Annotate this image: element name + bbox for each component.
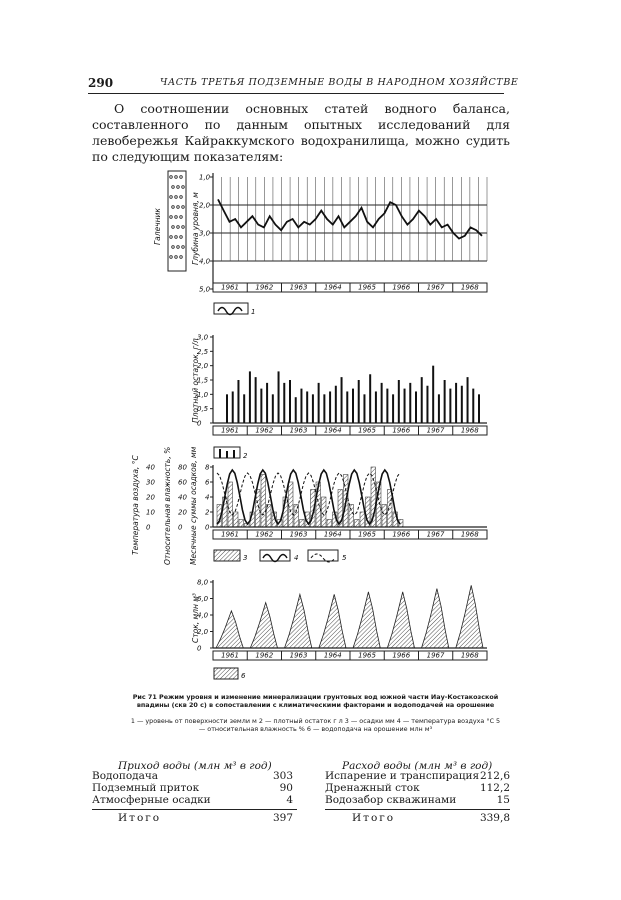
- irrigation-area: [250, 603, 277, 648]
- panel-3-y-ticks: [146, 464, 213, 532]
- year-label: 1965: [358, 651, 376, 660]
- income-total-label: Итого: [118, 812, 162, 824]
- year-label: 1963: [289, 283, 308, 292]
- panel-3-y-label-humidity: Относительная влажность, %: [163, 446, 172, 565]
- outcome-header: Расход воды (млн м³ в год): [342, 760, 493, 772]
- intro-text: О соотношении основных статей водного баланса, составленного по данным опытных исследований для левобережья Кайраккумского водохранилища, можно судить по следующим показателям:: [92, 101, 510, 164]
- figure-caption-legend: 1 — уровень от поверхности земли м 2 — плотный остаток г л 3 — осадки мм 4 — температура воздуха °С 5 — относительная влажность % 6 — водоподача на орошение млн м³: [130, 717, 501, 733]
- year-label: 1968: [460, 530, 479, 539]
- y-tick-label: 1,0: [199, 173, 211, 182]
- year-label: 1964: [323, 283, 342, 292]
- income-row-label: Атмосферные осадки: [92, 794, 211, 806]
- figure: [110, 165, 500, 690]
- panel-4-irrigation: [191, 579, 487, 681]
- y-tick-label: 6,0: [197, 595, 209, 603]
- y-tick-label: 4,0: [197, 611, 209, 620]
- y-tick-label: 3,0: [199, 229, 211, 238]
- precipitation-bar: [360, 512, 365, 527]
- legend-6-num: 6: [241, 672, 246, 680]
- year-label: 1967: [426, 651, 445, 660]
- outcome-row-label: Испарение и транспирация: [325, 770, 480, 782]
- panel-4-year-axis: [213, 651, 487, 660]
- y-tick-label: 0: [205, 523, 210, 532]
- outcome-row-value: 112,2: [479, 782, 510, 794]
- outcome-total-value: 339,8: [479, 812, 510, 824]
- outcome-total-label: Итого: [352, 812, 396, 824]
- year-label: 1963: [289, 651, 308, 660]
- legend-1-num: 1: [251, 308, 256, 316]
- precipitation-bar: [261, 475, 266, 528]
- irrigation-area: [353, 592, 380, 648]
- year-label: 1964: [323, 530, 342, 539]
- year-label: 1961: [221, 283, 239, 292]
- y-tick-label: 6: [205, 478, 210, 487]
- y-tick-label: 1,5: [197, 376, 209, 385]
- income-header: Приход воды (млн м³ в год): [118, 760, 272, 772]
- legend-1: [214, 303, 255, 316]
- irrigation-area: [285, 594, 312, 648]
- y-tick-label: 1,0: [197, 390, 209, 399]
- year-label: 1965: [358, 426, 376, 435]
- legend-3-swatch: [214, 550, 240, 561]
- precipitation-bar: [388, 490, 393, 528]
- year-label: 1962: [255, 426, 274, 435]
- legend-3-num: 3: [243, 554, 248, 562]
- y-tick-label: 5,0: [199, 285, 211, 294]
- gravel-label: Галечник: [153, 208, 162, 245]
- year-label: 1962: [255, 651, 274, 660]
- income-row-value: 90: [279, 782, 293, 794]
- temperature-tick-label: 20: [146, 493, 155, 502]
- precipitation-bar: [289, 482, 294, 527]
- y-tick-label: 0: [197, 644, 202, 653]
- year-label: 1967: [426, 530, 445, 539]
- panel-1-y-ticks: [199, 174, 213, 294]
- intro-paragraph: [92, 101, 510, 165]
- y-tick-label: 4,0: [199, 257, 211, 266]
- year-label: 1963: [289, 530, 308, 539]
- precipitation-bar: [267, 505, 272, 528]
- legend-4-num: 4: [294, 554, 299, 562]
- legend-5-num: 5: [342, 554, 347, 562]
- legend-2-num: 2: [243, 452, 248, 460]
- panel-2-bars: [227, 366, 479, 423]
- panel-4-y-label: Сток, млн м³: [191, 593, 200, 643]
- outcome-row-label: Водозабор скважинами: [325, 794, 457, 806]
- year-label: 1968: [460, 651, 479, 660]
- year-label: 1963: [289, 426, 308, 435]
- irrigation-area: [387, 592, 414, 648]
- temperature-tick-label: 30: [146, 478, 155, 487]
- y-tick-label: 4: [205, 493, 210, 502]
- panel-1-groundwater-depth: [153, 171, 487, 316]
- irrigation-area: [319, 594, 346, 648]
- income-row-value: 303: [272, 770, 293, 782]
- panel-2-dry-residue: [191, 334, 487, 461]
- year-label: 1964: [323, 426, 342, 435]
- panel-3-climate: [131, 446, 487, 565]
- year-label: 1966: [392, 530, 411, 539]
- panel-1-y-label: Глубина уровня, м: [191, 192, 200, 265]
- running-head: ЧАСТЬ ТРЕТЬЯ ПОДЗЕМНЫЕ ВОДЫ В НАРОДНОМ ХОЗЯЙСТВЕ: [160, 77, 519, 88]
- y-tick-label: 2,5: [197, 347, 209, 356]
- legend-6-swatch: [214, 668, 238, 679]
- year-label: 1962: [255, 530, 274, 539]
- year-label: 1967: [426, 283, 445, 292]
- y-tick-label: 2,0: [199, 201, 211, 210]
- figure-caption-title: Рис 71 Режим уровня и изменение минерализации грунтовых вод южной части Иау-Костакозской впадины (скв 20 с) в сопоставлении с климатическими факторами и водоподачей на орошение: [132, 693, 499, 709]
- income-row-label: Подземный приток: [92, 782, 200, 794]
- y-tick-label: 2,0: [197, 362, 209, 371]
- y-tick-label: 0: [197, 419, 202, 428]
- year-label: 1961: [221, 651, 239, 660]
- panel-3-y-label-temp: Температура воздуха, °С: [131, 455, 140, 555]
- precipitation-bar: [349, 505, 354, 528]
- year-label: 1968: [460, 283, 479, 292]
- y-tick-label: 8: [205, 463, 210, 472]
- income-row-label: Водоподача: [92, 770, 159, 782]
- year-label: 1966: [392, 283, 411, 292]
- outcome-total-rule: [325, 809, 510, 810]
- y-tick-label: 8,0: [197, 578, 209, 587]
- humidity-tick-label: 20: [178, 508, 187, 517]
- precipitation-bar: [228, 482, 233, 527]
- year-label: 1965: [358, 530, 376, 539]
- legend-2: [214, 447, 248, 460]
- outcome-row-label: Дренажный сток: [325, 782, 420, 794]
- irrigation-area: [422, 589, 449, 648]
- income-total-value: 397: [272, 812, 293, 824]
- precipitation-bar: [355, 520, 360, 528]
- year-label: 1965: [358, 283, 376, 292]
- y-tick-label: 2,0: [197, 628, 209, 636]
- precipitation-bar: [322, 497, 327, 527]
- year-label: 1967: [426, 426, 445, 435]
- year-label: 1961: [221, 530, 239, 539]
- legend-6: [214, 668, 246, 680]
- temperature-tick-label: 0: [146, 523, 151, 532]
- year-label: 1966: [392, 651, 411, 660]
- y-tick-label: 0,5: [197, 405, 209, 414]
- temperature-tick-label: 40: [146, 463, 155, 472]
- year-label: 1968: [460, 426, 479, 435]
- outcome-row-value: 212,6: [479, 770, 510, 782]
- income-total-rule: [92, 809, 297, 810]
- panel-2-year-axis: [213, 426, 487, 435]
- humidity-tick-label: 60: [178, 478, 187, 487]
- panel-2-y-label: Плотный остаток, г/л: [191, 338, 200, 423]
- panel-3-y-label-precip: Месячные суммы осадков, мм: [189, 446, 198, 565]
- precipitation-bar: [300, 520, 305, 528]
- year-label: 1962: [255, 283, 274, 292]
- irrigation-area: [216, 611, 243, 648]
- legend-3-5: [214, 550, 347, 562]
- precipitation-bar: [327, 520, 332, 528]
- humidity-tick-label: 0: [178, 523, 183, 532]
- humidity-tick-label: 80: [178, 463, 187, 472]
- humidity-tick-label: 40: [178, 493, 187, 502]
- page-number: 290: [88, 76, 114, 90]
- income-row-value: 4: [286, 794, 293, 806]
- precipitation-bar: [234, 512, 239, 527]
- panel-3-year-axis: [213, 530, 487, 539]
- year-label: 1966: [392, 426, 411, 435]
- precipitation-bar: [239, 520, 244, 528]
- y-tick-label: 3,0: [197, 333, 209, 342]
- y-tick-label: 2: [205, 508, 210, 517]
- panel-1-year-axis: [213, 283, 487, 292]
- outcome-row-value: 15: [496, 794, 510, 806]
- irrigation-area: [456, 585, 483, 648]
- irrigation-areas: [216, 585, 483, 648]
- year-label: 1961: [221, 426, 239, 435]
- precipitation-bar: [382, 505, 387, 528]
- header-rule: [88, 93, 504, 94]
- temperature-tick-label: 10: [146, 508, 155, 517]
- year-label: 1964: [323, 651, 342, 660]
